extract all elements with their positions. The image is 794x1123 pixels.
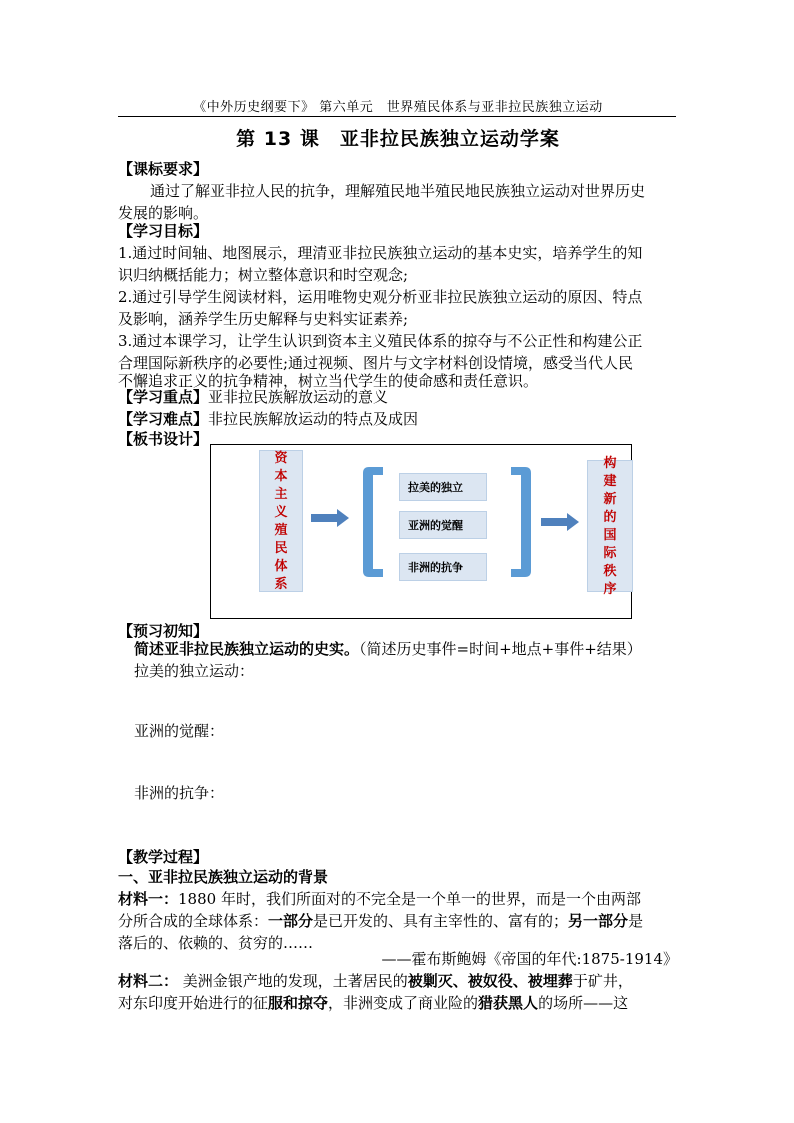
curriculum-heading: 【课标要求】	[118, 160, 209, 178]
material-1-line-1: 材料一：1880 年时，我们所面对的不完全是一个单一的世界，而是一个由两部	[118, 890, 641, 908]
left-bracket-icon	[361, 465, 385, 579]
page-header: 《中外历史纲要下》 第六单元 世界殖民体系与亚非拉民族独立运动	[193, 100, 603, 115]
material-1-line-2: 分所合成的全球体系：一部分是已开发的、具有主宰性的、富有的；另一部分是	[118, 912, 644, 930]
preview-task-note: （简述历史事件=时间+地点+事件+结果）	[359, 640, 642, 658]
header-rule	[118, 116, 676, 117]
material-1-source: ——霍布斯鲍姆《帝国的年代:1875-1914》	[381, 950, 678, 968]
arrow-right-icon	[541, 513, 579, 531]
objective-line: 3.通过本课学习，让学生认识到资本主义殖民体系的掠夺与不公正性和构建公正	[118, 332, 643, 350]
prompt-latin-america: 拉美的独立运动：	[134, 662, 255, 680]
material-2-label: 材料二：	[118, 972, 179, 990]
right-bracket-icon	[509, 465, 533, 579]
objective-line: 2.通过引导学生阅读材料，运用唯物史观分析亚非拉民族独立运动的原因、特点	[118, 288, 643, 306]
prompt-africa: 非洲的抗争：	[134, 784, 225, 802]
left-column-box	[259, 450, 303, 592]
prompt-asia: 亚洲的觉醒：	[134, 722, 225, 740]
board-item-africa: 非洲的抗争	[399, 553, 487, 581]
curriculum-text-line-1: 通过了解亚非拉人民的抗争，理解殖民地半殖民地民族独立运动对世界历史	[150, 182, 646, 200]
objective-line: 1.通过时间轴、地图展示，理清亚非拉民族独立运动的基本史实，培养学生的知	[118, 244, 643, 262]
material-2-line-2: 对东印度开始进行的征服和掠夺，非洲变成了商业险的猎获黑人的场所——这	[118, 994, 629, 1012]
objectives-heading: 【学习目标】	[118, 222, 209, 240]
curriculum-text-line-2: 发展的影响。	[118, 204, 209, 222]
material-2-line-1: 材料二： 美洲金银产地的发现，土著居民的被剿灭、被奴役、被埋葬于矿井，	[118, 972, 633, 990]
material-1-label: 材料一：	[118, 890, 179, 908]
key-point-row	[118, 386, 388, 408]
difficulty-label: 【学习难点】	[118, 410, 209, 428]
objective-line: 识归纳概括能力；树立整体意识和时空观念;	[118, 266, 409, 284]
teaching-heading: 【教学过程】	[118, 848, 209, 866]
right-column-box	[587, 456, 633, 597]
preview-heading: 【预习初知】	[118, 622, 209, 640]
lesson-title: 第 13 课 亚非拉民族独立运动学案	[236, 128, 560, 150]
board-item-asia: 亚洲的觉醒	[399, 511, 487, 539]
preview-task	[134, 638, 642, 660]
preview-task-bold: 简述亚非拉民族独立运动的史实。	[134, 640, 360, 658]
objective-line: 合理国际新秩序的必要性;通过视频、图片与文字材料创设情境，感受当代人民	[118, 354, 634, 372]
objective-line: 不懈追求正义的抗争精神，树立当代学生的使命感和责任意识。	[118, 372, 539, 390]
arrow-right-icon	[311, 509, 349, 527]
section-1-title: 一、亚非拉民族独立运动的背景	[118, 868, 329, 886]
board-item-latin-america: 拉美的独立	[399, 473, 487, 501]
objective-line: 及影响，涵养学生历史解释与史料实证素养;	[118, 310, 409, 328]
right-column-text: 构 建 新 的 国 际 秩 序	[603, 456, 617, 597]
left-column-text: 资 本 主 义 殖 民 体 系	[274, 451, 288, 592]
difficulty-text: 非拉民族解放运动的特点及成因	[208, 410, 419, 428]
material-1-line-3: 落后的、依赖的、贫穷的……	[118, 934, 314, 952]
board-design-diagram	[210, 444, 632, 619]
key-point-text: 亚非拉民族解放运动的意义	[208, 388, 389, 406]
difficulty-row	[118, 408, 418, 430]
key-point-label: 【学习重点】	[118, 388, 209, 406]
board-heading: 【板书设计】	[118, 430, 209, 448]
